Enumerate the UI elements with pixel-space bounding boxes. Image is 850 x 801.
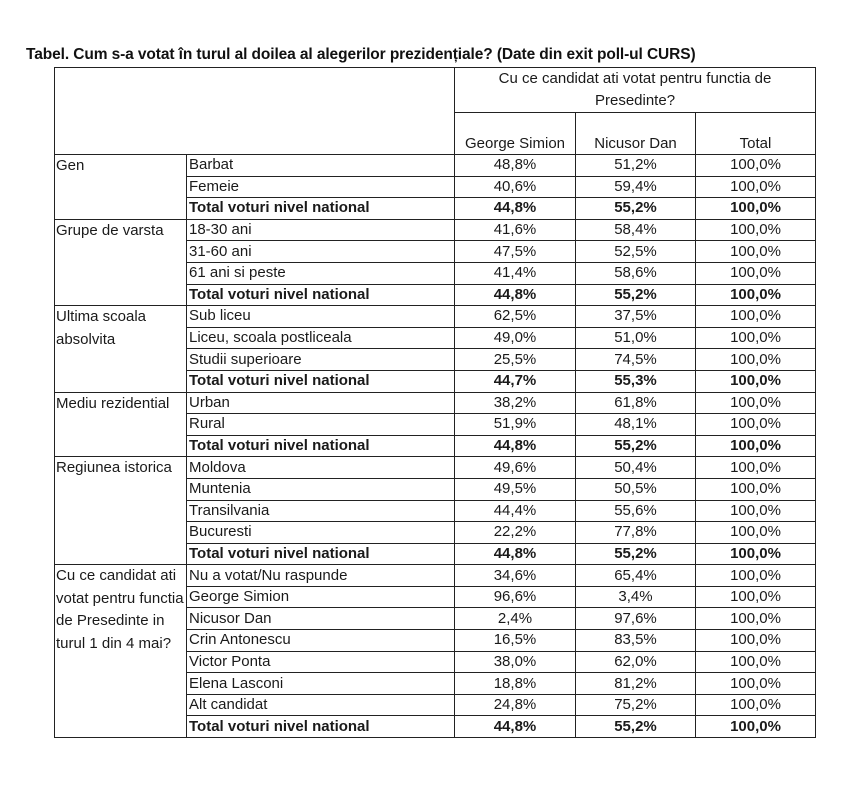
row-label: 31-60 ani [187,241,455,263]
value-nicusor-dan: 55,2% [576,284,696,306]
value-total: 100,0% [696,349,816,371]
value-george-simion: 41,6% [455,219,576,241]
row-label-total: Total voturi nivel national [187,198,455,220]
table-body [55,155,816,738]
row-label: Nicusor Dan [187,608,455,630]
value-nicusor-dan: 3,4% [576,586,696,608]
value-nicusor-dan: 51,0% [576,327,696,349]
value-total: 100,0% [696,457,816,479]
row-label: Rural [187,414,455,436]
value-total: 100,0% [696,176,816,198]
value-total: 100,0% [696,435,816,457]
value-nicusor-dan: 52,5% [576,241,696,263]
value-george-simion: 24,8% [455,694,576,716]
exit-poll-table [54,67,816,738]
value-total: 100,0% [696,327,816,349]
value-george-simion: 48,8% [455,155,576,177]
table-row [55,565,816,587]
value-george-simion: 16,5% [455,630,576,652]
header-question: Cu ce candidat ati votat pentru functia de Presedinte? [455,68,816,113]
value-george-simion: 44,4% [455,500,576,522]
value-nicusor-dan: 55,6% [576,500,696,522]
value-total: 100,0% [696,565,816,587]
value-nicusor-dan: 97,6% [576,608,696,630]
value-total: 100,0% [696,716,816,738]
value-george-simion: 62,5% [455,306,576,328]
header-row-question [55,68,816,113]
value-nicusor-dan: 55,2% [576,716,696,738]
column-header-nicusor-dan: Nicusor Dan [576,113,696,155]
value-nicusor-dan: 81,2% [576,673,696,695]
value-nicusor-dan: 74,5% [576,349,696,371]
value-george-simion: 96,6% [455,586,576,608]
value-total: 100,0% [696,241,816,263]
value-george-simion: 51,9% [455,414,576,436]
row-label-total: Total voturi nivel national [187,543,455,565]
column-header-total: Total [696,113,816,155]
value-george-simion: 22,2% [455,522,576,544]
value-total: 100,0% [696,630,816,652]
row-label: 61 ani si peste [187,262,455,284]
value-george-simion: 49,0% [455,327,576,349]
value-nicusor-dan: 77,8% [576,522,696,544]
value-george-simion: 34,6% [455,565,576,587]
row-label: Victor Ponta [187,651,455,673]
row-label: Alt candidat [187,694,455,716]
row-label: Femeie [187,176,455,198]
value-total: 100,0% [696,673,816,695]
value-george-simion: 47,5% [455,241,576,263]
value-george-simion: 2,4% [455,608,576,630]
table-row [55,155,816,177]
category-cell: Grupe de varsta [55,219,187,305]
value-nicusor-dan: 83,5% [576,630,696,652]
value-george-simion: 44,8% [455,543,576,565]
value-george-simion: 49,5% [455,478,576,500]
value-total: 100,0% [696,543,816,565]
header-blank-cell [55,68,455,155]
value-total: 100,0% [696,370,816,392]
value-george-simion: 44,8% [455,198,576,220]
value-total: 100,0% [696,522,816,544]
row-label: Moldova [187,457,455,479]
value-nicusor-dan: 50,5% [576,478,696,500]
value-total: 100,0% [696,608,816,630]
table-row [55,457,816,479]
row-label: Urban [187,392,455,414]
value-nicusor-dan: 62,0% [576,651,696,673]
value-george-simion: 44,8% [455,435,576,457]
value-nicusor-dan: 55,2% [576,198,696,220]
value-total: 100,0% [696,586,816,608]
row-label: Liceu, scoala postliceala [187,327,455,349]
value-total: 100,0% [696,219,816,241]
category-cell: Gen [55,155,187,220]
value-george-simion: 44,8% [455,716,576,738]
value-george-simion: 41,4% [455,262,576,284]
value-total: 100,0% [696,478,816,500]
value-nicusor-dan: 37,5% [576,306,696,328]
category-cell: Ultima scoala absolvita [55,306,187,392]
value-total: 100,0% [696,651,816,673]
row-label-total: Total voturi nivel national [187,435,455,457]
row-label: Barbat [187,155,455,177]
value-nicusor-dan: 50,4% [576,457,696,479]
value-nicusor-dan: 55,2% [576,543,696,565]
row-label-total: Total voturi nivel national [187,716,455,738]
value-nicusor-dan: 59,4% [576,176,696,198]
value-nicusor-dan: 55,2% [576,435,696,457]
value-total: 100,0% [696,500,816,522]
row-label: Crin Antonescu [187,630,455,652]
row-label: George Simion [187,586,455,608]
row-label: Studii superioare [187,349,455,371]
table-row [55,392,816,414]
value-total: 100,0% [696,694,816,716]
category-cell: Cu ce candidat ati votat pentru functia de Presedinte in turul 1 din 4 mai? [55,565,187,738]
value-george-simion: 44,8% [455,284,576,306]
row-label: Transilvania [187,500,455,522]
row-label-total: Total voturi nivel national [187,284,455,306]
value-nicusor-dan: 58,4% [576,219,696,241]
category-cell: Mediu rezidential [55,392,187,457]
table-row [55,219,816,241]
column-header-george-simion: George Simion [455,113,576,155]
value-nicusor-dan: 51,2% [576,155,696,177]
row-label-total: Total voturi nivel national [187,370,455,392]
value-total: 100,0% [696,284,816,306]
table-row [55,306,816,328]
row-label: Nu a votat/Nu raspunde [187,565,455,587]
value-nicusor-dan: 48,1% [576,414,696,436]
value-total: 100,0% [696,414,816,436]
value-total: 100,0% [696,262,816,284]
value-total: 100,0% [696,392,816,414]
value-george-simion: 49,6% [455,457,576,479]
category-cell: Regiunea istorica [55,457,187,565]
value-nicusor-dan: 75,2% [576,694,696,716]
value-george-simion: 25,5% [455,349,576,371]
table-title: Tabel. Cum s-a votat în turul al doilea al alegerilor prezidențiale? (Date din exit poll-ul CURS) [26,46,696,63]
value-george-simion: 44,7% [455,370,576,392]
value-total: 100,0% [696,306,816,328]
value-total: 100,0% [696,155,816,177]
value-george-simion: 18,8% [455,673,576,695]
value-george-simion: 38,0% [455,651,576,673]
value-george-simion: 38,2% [455,392,576,414]
value-total: 100,0% [696,198,816,220]
row-label: Muntenia [187,478,455,500]
row-label: Elena Lasconi [187,673,455,695]
value-nicusor-dan: 65,4% [576,565,696,587]
row-label: Sub liceu [187,306,455,328]
value-nicusor-dan: 55,3% [576,370,696,392]
row-label: 18-30 ani [187,219,455,241]
value-george-simion: 40,6% [455,176,576,198]
value-nicusor-dan: 61,8% [576,392,696,414]
value-nicusor-dan: 58,6% [576,262,696,284]
row-label: Bucuresti [187,522,455,544]
